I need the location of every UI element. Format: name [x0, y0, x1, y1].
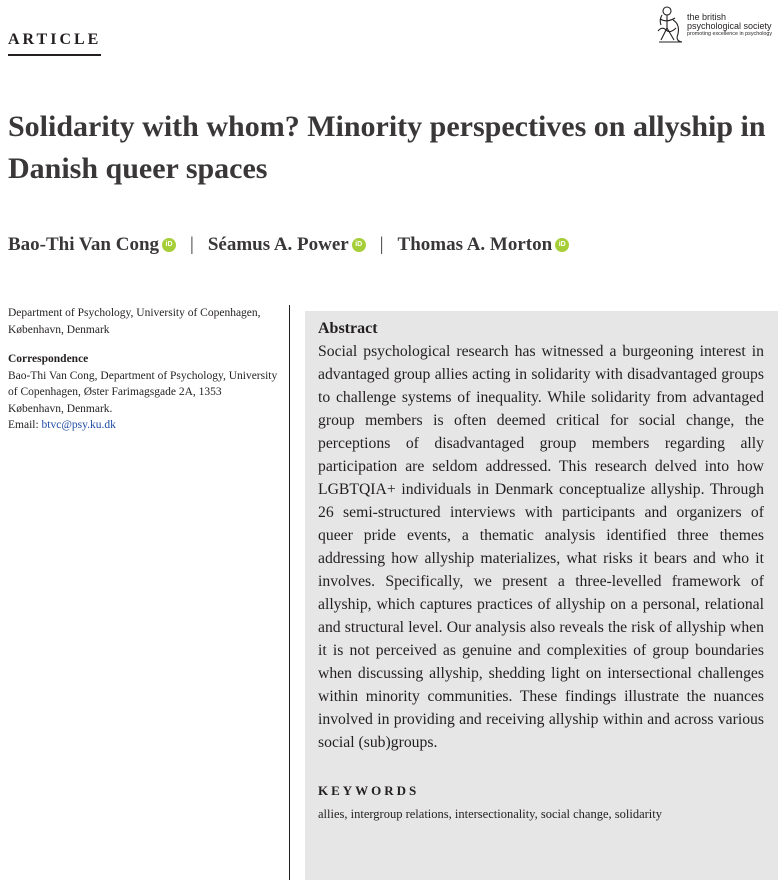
- email-label: Email:: [8, 419, 39, 431]
- affiliation: Department of Psychology, University of Copenhagen, København, Denmark: [8, 307, 261, 336]
- correspondence-heading: Correspondence: [8, 353, 89, 365]
- article-metadata: [8, 305, 280, 434]
- article-type-label: ARTICLE: [8, 31, 101, 56]
- abstract-text: Social psychological research has witnessed a burgeoning interest in advantaged group allies acting in solidarity with disadvantaged groups to challenge systems of inequality. While solidarity from advantaged group members is often deemed critical for social change, the perceptions of disadvantaged group members regarding ally participation are seldom addressed. This research delved into how LGBTQIA+ individuals in Denmark conceptualize allyship. Through 26 semi-structured interviews with participants and organizers of queer pride events, a thematic analysis identified three themes addressing how allyship materializes, what risks it bears and who it involves. Specifically, we present a three-levelled framework of allyship, which captures practices of allyship on a personal, relational and structural level. Our analysis also reveals the risk of allyship when it is not perceived as genuine and complexities of group boundaries when discussing allyship, shedding light on intersectional challenges within minority communities. These findings illustrate the nuances involved in providing and receiving allyship within and across various social (sub)groups.: [318, 343, 764, 751]
- logo-text-line2: psychological society: [687, 21, 772, 31]
- author-name[interactable]: Séamus A. Power: [207, 234, 349, 255]
- orcid-icon[interactable]: iD: [352, 238, 366, 252]
- keywords-list: allies, intergroup relations, intersectionality, social change, solidarity: [318, 807, 663, 821]
- logo-tagline: promoting excellence in psychology: [687, 31, 773, 37]
- author-separator: |: [190, 234, 194, 255]
- author-list: [8, 234, 778, 256]
- bps-logo-icon: [656, 4, 684, 44]
- abstract-panel: [305, 311, 778, 880]
- correspondence-email: [8, 417, 280, 434]
- orcid-icon[interactable]: iD: [162, 238, 176, 252]
- author-name[interactable]: Bao-Thi Van Cong: [8, 234, 160, 255]
- email-link[interactable]: btvc@psy.ku.dk: [41, 419, 116, 431]
- correspondence-address: Bao-Thi Van Cong, Department of Psychology, University of Copenhagen, Øster Farimagsgade 2A, 1353 København, Denmark.: [8, 369, 278, 415]
- author-separator: |: [379, 234, 384, 255]
- logo-text-line1: the british: [687, 12, 727, 22]
- orcid-icon[interactable]: iD: [555, 238, 569, 252]
- article-title: Solidarity with whom? Minority perspectives on allyship in Danish queer spaces: [8, 110, 766, 185]
- keywords-heading: KEYWORDS: [318, 783, 420, 798]
- abstract-heading: Abstract: [318, 320, 378, 337]
- author-name[interactable]: Thomas A. Morton: [397, 234, 553, 255]
- publisher-logo[interactable]: [656, 4, 780, 48]
- column-divider: [289, 305, 290, 880]
